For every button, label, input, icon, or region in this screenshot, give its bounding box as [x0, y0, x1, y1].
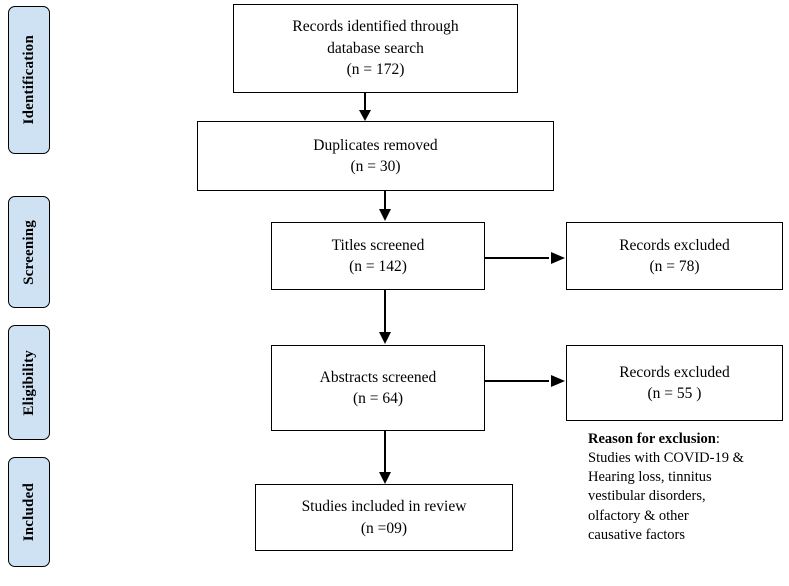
arrow-identified-to-duplicates	[355, 93, 375, 123]
stage-eligibility	[8, 325, 50, 440]
box-line: (n =09)	[360, 519, 408, 537]
box-line: (n = 172)	[346, 61, 405, 79]
box-line: Records identified through	[292, 18, 459, 36]
stage-label-included: Included	[20, 482, 37, 542]
box-duplicates-removed	[197, 121, 554, 191]
arrow-titles-to-abstracts	[375, 290, 395, 346]
stage-label-identification: Identification	[20, 35, 37, 125]
box-titles-screened	[271, 222, 485, 290]
arrow-abstracts-to-included	[375, 431, 395, 486]
note-heading-suffix: :	[715, 431, 720, 447]
box-line: (n = 55 )	[647, 385, 702, 402]
box-line: database search	[327, 39, 424, 57]
stage-label-screening: Screening	[20, 219, 37, 285]
note-heading-row	[588, 430, 783, 449]
box-abstracts-screened	[271, 345, 485, 431]
arrow-titles-to-records-excluded	[485, 248, 567, 268]
note-heading: Reason for exclusion	[588, 431, 716, 447]
box-line: (n = 142)	[349, 258, 407, 275]
note-line: Studies with COVID-19 &	[588, 450, 744, 467]
box-line: (n = 78)	[649, 258, 700, 275]
note-line: olfactory & other	[588, 507, 689, 524]
stage-label-eligibility: Eligibility	[20, 349, 37, 416]
box-line: Duplicates removed	[313, 136, 438, 154]
box-line: Studies included in review	[301, 498, 467, 516]
box-line: (n = 30)	[350, 158, 401, 175]
box-records-excluded-abstracts	[566, 345, 783, 421]
box-studies-included	[255, 484, 513, 551]
arrow-duplicates-to-titles	[375, 191, 395, 223]
reason-for-exclusion-note	[588, 430, 783, 545]
box-line: Records excluded	[619, 236, 730, 254]
box-records-excluded-titles	[566, 222, 783, 290]
stage-included	[8, 457, 50, 567]
box-line: Titles screened	[331, 236, 425, 254]
box-line: Records excluded	[619, 363, 730, 381]
note-line: causative factors	[588, 526, 686, 543]
box-line: Abstracts screened	[319, 368, 437, 386]
stage-identification	[8, 6, 50, 154]
stage-screening	[8, 196, 50, 308]
arrow-abstracts-to-records-excluded	[485, 371, 567, 391]
box-line: (n = 64)	[352, 390, 404, 407]
note-line: vestibular disorders,	[588, 488, 706, 505]
note-line: Hearing loss, tinnitus	[588, 469, 712, 486]
box-records-identified	[233, 4, 518, 93]
